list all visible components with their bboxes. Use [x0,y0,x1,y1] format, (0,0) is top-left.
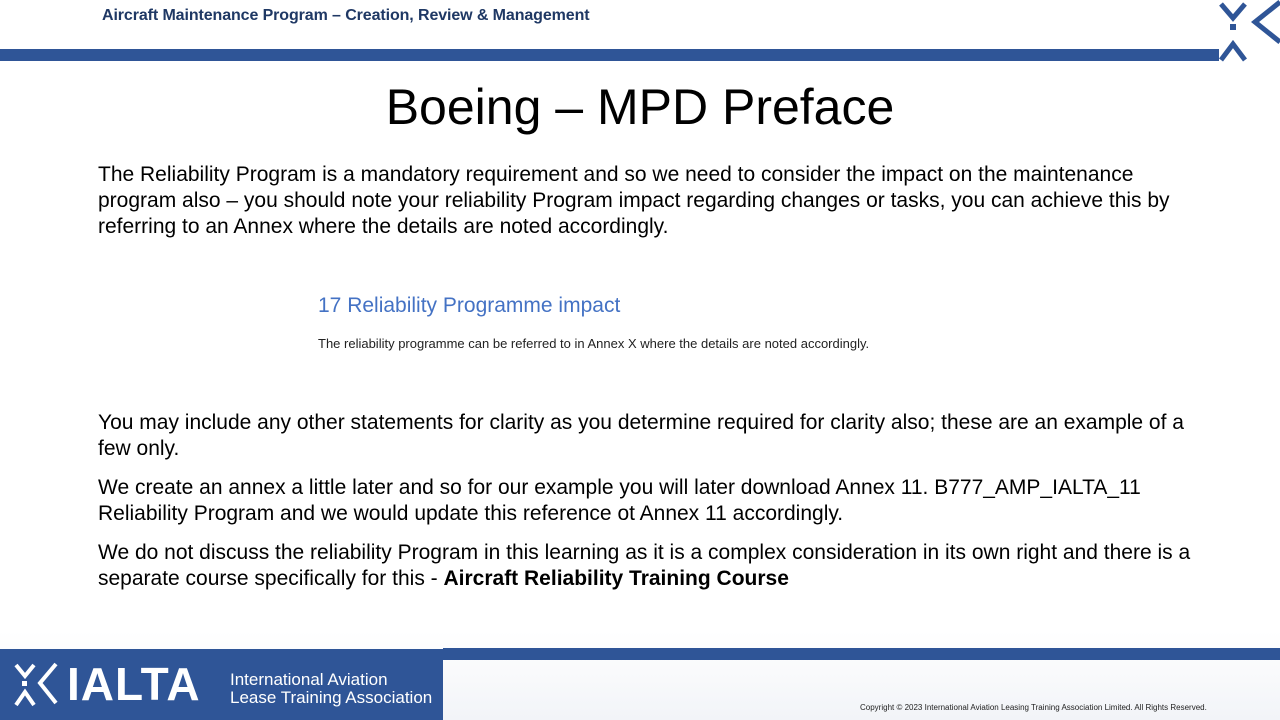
clarity-paragraph: You may include any other statements for clarity as you determine required for clarity also; these are an example of a few only. [98,411,1184,460]
footer-org-line2: Lease Training Association [230,688,433,707]
slide-title: Boeing – MPD Preface [385,79,895,135]
header-title: Aircraft Maintenance Program – Creation, Review & Management [102,7,590,24]
footer-org-line1: International Aviation [230,670,388,689]
footer-org-name [230,671,432,707]
course-paragraph [98,540,1208,592]
header-bar [0,49,1219,61]
excerpt-body: The reliability programme can be referred to in Annex X where the details are noted accordingly. [318,336,870,351]
footer-brand: IALTA [67,658,201,710]
footer-logo-panel [0,649,443,720]
course-paragraph-text: We do not discuss the reliability Program in this learning as it is a complex consideration in its own right and there is a separate course specifically for this - [98,541,1191,590]
copyright-notice: Copyright © 2023 International Aviation Leasing Training Association Limited. All Rights Reserved. [860,703,1207,712]
excerpt-heading: 17 Reliability Programme impact [318,294,621,317]
ialta-chevron-mark-icon [1219,0,1280,62]
annex-paragraph: We create an annex a little later and so for our example you will later download Annex 11. B777_AMP_IALTA_11 Reliability Program and we would update this reference ot Annex 11 accordingly. [98,476,1141,525]
ialta-mark-icon [14,661,58,707]
course-name: Aircraft Reliability Training Course [443,567,789,590]
intro-paragraph: The Reliability Program is a mandatory requirement and so we need to consider the impact on the maintenance program also – you should note your reliability Program impact regarding changes or tasks, you can achieve this by referring to an Annex where the details are noted accordingly. [98,163,1170,238]
footer-bar [443,648,1280,660]
